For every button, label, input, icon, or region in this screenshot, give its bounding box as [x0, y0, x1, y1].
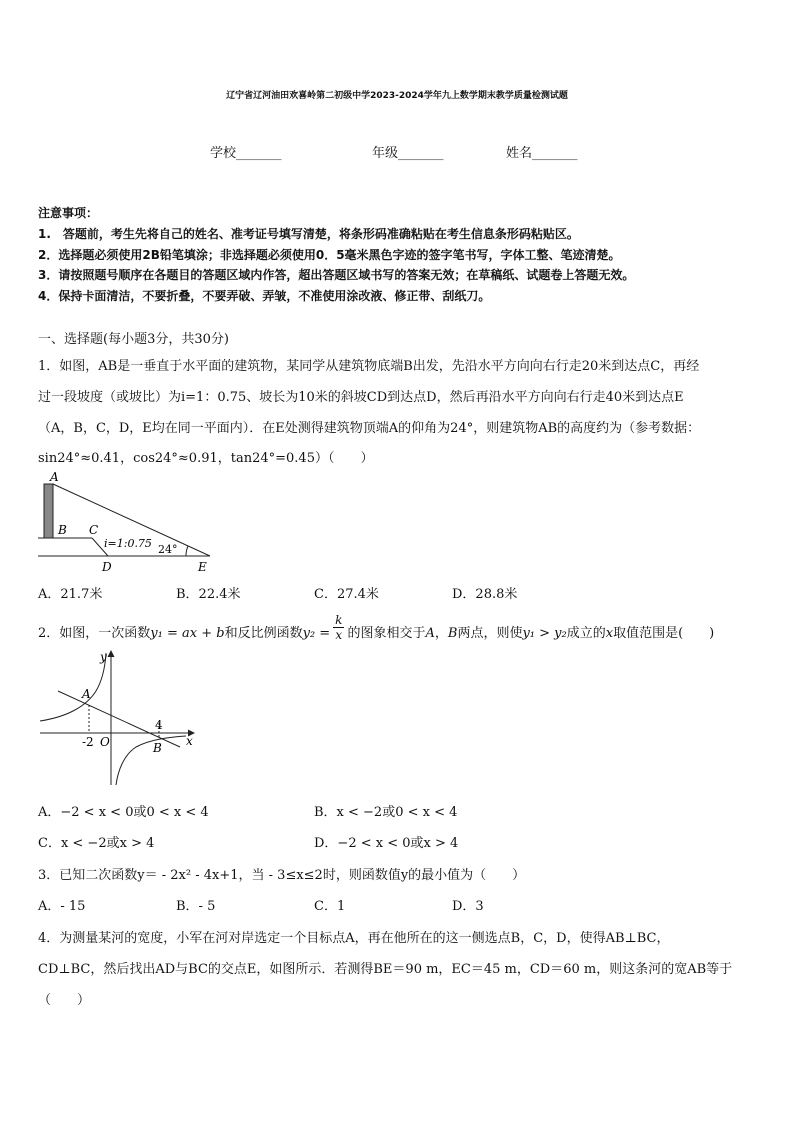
notice-heading: 注意事项：: [38, 206, 99, 220]
q2-option-b[interactable]: B．x < −2或0 < x < 4: [314, 805, 458, 820]
q2-mid: 和反比例函数: [224, 626, 303, 641]
q2-suffix4: 取值范围是( ): [613, 626, 715, 641]
q1-option-c[interactable]: C．27.4米: [314, 587, 379, 602]
q1-text-line: sin24°≈0.41，cos24°≈0.91，tan24°=0.45）（ ）: [38, 451, 374, 466]
q1-text-line: 过一段坡度（或坡比）为i=1：0.75、坡长为10米的斜坡CD到达点D，然后再沿水平方向向右行走40米到达点E: [38, 390, 684, 405]
q2-inequality: y₁ > y₂: [522, 626, 567, 641]
q2-suffix2: 两点，则使: [457, 626, 523, 641]
q2-option-d[interactable]: D．−2 < x < 0或x > 4: [314, 836, 459, 851]
q1-option-d[interactable]: D．28.8米: [452, 587, 518, 602]
q2-option-a[interactable]: A．−2 < x < 0或0 < x < 4: [38, 805, 209, 820]
q2-linear-function: y₁ = ax + b: [150, 626, 225, 641]
label-b: B: [58, 523, 67, 537]
q2-prefix: 2．如图，一次函数: [38, 626, 151, 641]
q2-variable: x: [605, 626, 614, 641]
grade-field[interactable]: 年级_______: [372, 146, 444, 161]
point-label-a: A: [82, 687, 91, 701]
notice-item: 3．请按照题号顺序在各题目的答题区域内作答，超出答题区域书写的答案无效；在草稿纸、试题卷上答题无效。: [38, 268, 635, 282]
q2-point-b: B: [447, 626, 458, 641]
building-ab: [44, 484, 53, 538]
label-a: A: [50, 470, 59, 484]
q4-text-line: 4．为测量某河的宽度，小军在河对岸选定一个目标点A，再在他所在的这一侧选点B，C，D，使得AB⊥BC，: [38, 931, 670, 946]
q2-suffix3: 成立的: [566, 626, 606, 641]
axis-label-x: x: [186, 734, 193, 748]
label-angle: 24°: [158, 543, 178, 556]
q1-option-b[interactable]: B．22.4米: [176, 587, 241, 602]
q2-point-a: A: [425, 626, 435, 641]
tick-label-4: 4: [155, 718, 163, 732]
q3-option-a[interactable]: A．- 15: [38, 899, 86, 914]
q2-fraction: [333, 613, 344, 642]
angle-arc: [186, 546, 188, 556]
q1-text-line: 1．如图，AB是一垂直于水平面的建筑物，某同学从建筑物底端B出发，先沿水平方向向右行走20米到达点C，再经: [38, 359, 700, 374]
notice-item: 2．选择题必须使用2B铅笔填涂；非选择题必须使用0．5毫米黑色字迹的签字笔书写，字体工整、笔迹清楚。: [38, 248, 621, 262]
notice-item: 4．保持卡面清洁，不要折叠，不要弄破、弄皱，不准使用涂改液、修正带、刮纸刀。: [38, 289, 491, 303]
point-label-b: B: [153, 741, 162, 755]
q3-option-c[interactable]: C．1: [314, 899, 346, 914]
q4-text-line: （ ）: [38, 993, 91, 1008]
hyperbola-branch-right: [116, 736, 186, 785]
q3-option-b[interactable]: B．- 5: [176, 899, 216, 914]
section-heading: 一、选择题(每小题3分，共30分): [38, 332, 229, 347]
q2-inverse-lhs: y₂ =: [302, 626, 331, 641]
q2-fraction-denominator: x: [335, 628, 343, 642]
origin-label: O: [100, 735, 110, 749]
notice-item: 1. 答题前，考生先将自己的姓名、准考证号填写清楚，将条形码准确粘贴在考生信息条形码粘贴区。: [38, 227, 579, 241]
label-d: D: [102, 560, 112, 574]
school-field[interactable]: 学校_______: [210, 146, 282, 161]
label-e: E: [198, 560, 207, 574]
hyperbola-branch-left: [40, 653, 106, 721]
axis-label-y: y: [100, 650, 107, 664]
q1-text-line: （A，B，C，D，E均在同一平面内）．在E处测得建筑物顶端A的仰角为24°，则建筑物AB的高度约为（参考数据：: [38, 421, 701, 436]
q2-function-figure: [36, 645, 201, 790]
q2-fraction-numerator: k: [335, 613, 343, 627]
q2-text-line: [38, 613, 758, 648]
label-slope: i=1:0.75: [104, 537, 152, 550]
q1-slope-figure: [36, 470, 221, 575]
q2-option-c[interactable]: C．x < −2或x > 4: [38, 836, 155, 851]
q2-suffix1: 的图象相交于: [347, 626, 426, 641]
tick-label-neg2: -2: [82, 735, 94, 749]
page-title: 辽宁省辽河油田欢喜岭第二初级中学2023-2024学年九上数学期末教学质量检测试题: [226, 91, 568, 101]
q3-option-d[interactable]: D．3: [452, 899, 484, 914]
q3-text-line: 3．已知二次函数y＝ - 2x² - 4x+1，当 - 3≤x≤2时，则函数值y的最小值为（ ）: [38, 868, 526, 883]
name-field[interactable]: 姓名_______: [506, 146, 578, 161]
label-c: C: [89, 523, 99, 537]
q1-option-a[interactable]: A．21.7米: [38, 587, 103, 602]
q4-text-line: CD⊥BC，然后找出AD与BC的交点E，如图所示．若测得BE＝90 m，EC＝45 m，CD＝60 m，则这条河的宽AB等于: [38, 962, 733, 977]
q2-sep: ，: [434, 626, 448, 641]
